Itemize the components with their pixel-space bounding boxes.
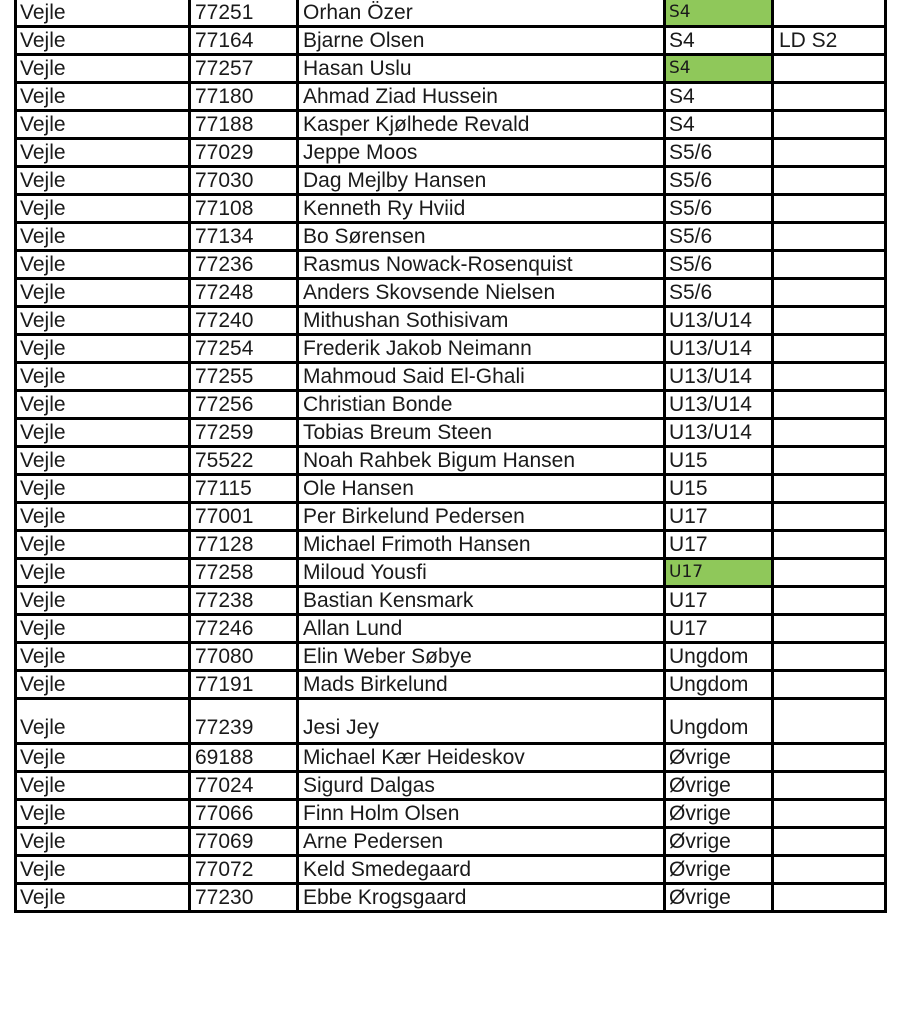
member-id-cell: 77240 xyxy=(190,307,298,335)
member-id-cell: 77108 xyxy=(190,195,298,223)
table-row xyxy=(16,587,886,615)
category-cell: U13/U14 xyxy=(665,363,773,391)
category-cell: U15 xyxy=(665,447,773,475)
player-name-cell: Kenneth Ry Hviid xyxy=(298,195,665,223)
player-name-cell: Tobias Breum Steen xyxy=(298,419,665,447)
table-row xyxy=(16,447,886,475)
player-name-cell: Noah Rahbek Bigum Hansen xyxy=(298,447,665,475)
table-row xyxy=(16,671,886,699)
category-cell: Øvrige xyxy=(665,828,773,856)
category-cell: S4 xyxy=(665,55,773,83)
table-row xyxy=(16,744,886,772)
note-cell xyxy=(773,279,886,307)
category-cell: U13/U14 xyxy=(665,307,773,335)
member-id-cell: 77238 xyxy=(190,587,298,615)
table-row xyxy=(16,307,886,335)
table-row xyxy=(16,419,886,447)
table-row xyxy=(16,0,886,27)
note-cell: LD S2 xyxy=(773,27,886,55)
club-cell: Vejle xyxy=(16,744,190,772)
club-cell: Vejle xyxy=(16,83,190,111)
table-row xyxy=(16,559,886,587)
club-cell: Vejle xyxy=(16,531,190,559)
club-cell: Vejle xyxy=(16,307,190,335)
category-cell: Øvrige xyxy=(665,856,773,884)
member-id-cell: 77254 xyxy=(190,335,298,363)
player-name-cell: Miloud Yousfi xyxy=(298,559,665,587)
club-cell: Vejle xyxy=(16,363,190,391)
category-cell: S5/6 xyxy=(665,223,773,251)
club-cell: Vejle xyxy=(16,884,190,912)
table-row xyxy=(16,391,886,419)
player-name-cell: Mithushan Sothisivam xyxy=(298,307,665,335)
member-id-cell: 77257 xyxy=(190,55,298,83)
category-cell: U17 xyxy=(665,503,773,531)
member-id-cell: 77259 xyxy=(190,419,298,447)
club-cell: Vejle xyxy=(16,335,190,363)
table-row xyxy=(16,139,886,167)
note-cell xyxy=(773,699,886,744)
member-id-cell: 77188 xyxy=(190,111,298,139)
member-id-cell: 77230 xyxy=(190,884,298,912)
member-id-cell: 77258 xyxy=(190,559,298,587)
club-cell: Vejle xyxy=(16,279,190,307)
member-id-cell: 77069 xyxy=(190,828,298,856)
category-cell: S4 xyxy=(665,111,773,139)
club-cell: Vejle xyxy=(16,828,190,856)
table-row xyxy=(16,884,886,912)
table-row xyxy=(16,111,886,139)
player-name-cell: Sigurd Dalgas xyxy=(298,772,665,800)
club-cell: Vejle xyxy=(16,856,190,884)
member-id-cell: 69188 xyxy=(190,744,298,772)
club-cell: Vejle xyxy=(16,223,190,251)
table-row xyxy=(16,615,886,643)
table-row xyxy=(16,83,886,111)
club-cell: Vejle xyxy=(16,503,190,531)
category-cell: U13/U14 xyxy=(665,335,773,363)
player-name-cell: Ole Hansen xyxy=(298,475,665,503)
player-name-cell: Per Birkelund Pedersen xyxy=(298,503,665,531)
note-cell xyxy=(773,772,886,800)
note-cell xyxy=(773,447,886,475)
member-id-cell: 77239 xyxy=(190,699,298,744)
category-cell: Ungdom xyxy=(665,643,773,671)
player-name-cell: Mads Birkelund xyxy=(298,671,665,699)
table-row xyxy=(16,828,886,856)
note-cell xyxy=(773,363,886,391)
club-cell: Vejle xyxy=(16,559,190,587)
club-cell: Vejle xyxy=(16,391,190,419)
table-row xyxy=(16,363,886,391)
player-name-cell: Michael Frimoth Hansen xyxy=(298,531,665,559)
table-row xyxy=(16,643,886,671)
table-row xyxy=(16,251,886,279)
category-cell: Ungdom xyxy=(665,699,773,744)
player-name-cell: Keld Smedegaard xyxy=(298,856,665,884)
member-id-cell: 77115 xyxy=(190,475,298,503)
table-row xyxy=(16,772,886,800)
club-cell: Vejle xyxy=(16,615,190,643)
category-cell: Øvrige xyxy=(665,772,773,800)
note-cell xyxy=(773,0,886,27)
player-name-cell: Frederik Jakob Neimann xyxy=(298,335,665,363)
note-cell xyxy=(773,475,886,503)
table-row xyxy=(16,699,886,744)
club-cell: Vejle xyxy=(16,772,190,800)
note-cell xyxy=(773,503,886,531)
club-cell: Vejle xyxy=(16,419,190,447)
member-id-cell: 77030 xyxy=(190,167,298,195)
member-id-cell: 77128 xyxy=(190,531,298,559)
roster-table xyxy=(14,0,887,913)
category-cell: S5/6 xyxy=(665,167,773,195)
club-cell: Vejle xyxy=(16,251,190,279)
player-name-cell: Ahmad Ziad Hussein xyxy=(298,83,665,111)
player-name-cell: Anders Skovsende Nielsen xyxy=(298,279,665,307)
table-row xyxy=(16,800,886,828)
category-cell: U17 xyxy=(665,615,773,643)
table-row xyxy=(16,167,886,195)
player-name-cell: Christian Bonde xyxy=(298,391,665,419)
note-cell xyxy=(773,223,886,251)
note-cell xyxy=(773,139,886,167)
table-row xyxy=(16,55,886,83)
note-cell xyxy=(773,856,886,884)
member-id-cell: 77024 xyxy=(190,772,298,800)
category-cell: U15 xyxy=(665,475,773,503)
note-cell xyxy=(773,800,886,828)
player-name-cell: Jesi Jey xyxy=(298,699,665,744)
player-name-cell: Orhan Özer xyxy=(298,0,665,27)
player-name-cell: Bjarne Olsen xyxy=(298,27,665,55)
club-cell: Vejle xyxy=(16,699,190,744)
club-cell: Vejle xyxy=(16,671,190,699)
member-id-cell: 77029 xyxy=(190,139,298,167)
note-cell xyxy=(773,419,886,447)
member-id-cell: 77251 xyxy=(190,0,298,27)
player-name-cell: Allan Lund xyxy=(298,615,665,643)
member-id-cell: 77255 xyxy=(190,363,298,391)
table-row xyxy=(16,856,886,884)
club-cell: Vejle xyxy=(16,800,190,828)
category-cell: Øvrige xyxy=(665,744,773,772)
table-row xyxy=(16,195,886,223)
member-id-cell: 77236 xyxy=(190,251,298,279)
table-row xyxy=(16,475,886,503)
category-cell: S5/6 xyxy=(665,195,773,223)
category-cell: S5/6 xyxy=(665,251,773,279)
member-id-cell: 77164 xyxy=(190,27,298,55)
player-name-cell: Mahmoud Said El-Ghali xyxy=(298,363,665,391)
note-cell xyxy=(773,167,886,195)
note-cell xyxy=(773,531,886,559)
player-name-cell: Hasan Uslu xyxy=(298,55,665,83)
category-cell: U13/U14 xyxy=(665,391,773,419)
club-cell: Vejle xyxy=(16,111,190,139)
category-cell: Øvrige xyxy=(665,884,773,912)
category-cell: S4 xyxy=(665,27,773,55)
club-cell: Vejle xyxy=(16,55,190,83)
player-name-cell: Rasmus Nowack-Rosenquist xyxy=(298,251,665,279)
player-name-cell: Ebbe Krogsgaard xyxy=(298,884,665,912)
note-cell xyxy=(773,643,886,671)
member-id-cell: 77001 xyxy=(190,503,298,531)
category-cell: U17 xyxy=(665,559,773,587)
note-cell xyxy=(773,559,886,587)
player-name-cell: Bo Sørensen xyxy=(298,223,665,251)
member-id-cell: 77134 xyxy=(190,223,298,251)
member-id-cell: 77180 xyxy=(190,83,298,111)
category-cell: S4 xyxy=(665,0,773,27)
note-cell xyxy=(773,335,886,363)
roster-body xyxy=(16,0,886,912)
player-name-cell: Bastian Kensmark xyxy=(298,587,665,615)
member-id-cell: 75522 xyxy=(190,447,298,475)
member-id-cell: 77066 xyxy=(190,800,298,828)
note-cell xyxy=(773,884,886,912)
club-cell: Vejle xyxy=(16,643,190,671)
club-cell: Vejle xyxy=(16,587,190,615)
category-cell: U17 xyxy=(665,531,773,559)
table-row xyxy=(16,223,886,251)
table-row xyxy=(16,503,886,531)
note-cell xyxy=(773,195,886,223)
table-row xyxy=(16,531,886,559)
category-cell: Ungdom xyxy=(665,671,773,699)
member-id-cell: 77191 xyxy=(190,671,298,699)
club-cell: Vejle xyxy=(16,195,190,223)
member-id-cell: 77256 xyxy=(190,391,298,419)
note-cell xyxy=(773,251,886,279)
category-cell: Øvrige xyxy=(665,800,773,828)
member-id-cell: 77072 xyxy=(190,856,298,884)
note-cell xyxy=(773,111,886,139)
note-cell xyxy=(773,744,886,772)
note-cell xyxy=(773,671,886,699)
note-cell xyxy=(773,587,886,615)
table-row xyxy=(16,279,886,307)
member-id-cell: 77246 xyxy=(190,615,298,643)
player-name-cell: Kasper Kjølhede Revald xyxy=(298,111,665,139)
player-name-cell: Elin Weber Søbye xyxy=(298,643,665,671)
member-id-cell: 77248 xyxy=(190,279,298,307)
note-cell xyxy=(773,828,886,856)
player-name-cell: Michael Kær Heideskov xyxy=(298,744,665,772)
club-cell: Vejle xyxy=(16,167,190,195)
note-cell xyxy=(773,615,886,643)
category-cell: S5/6 xyxy=(665,279,773,307)
category-cell: U17 xyxy=(665,587,773,615)
player-name-cell: Jeppe Moos xyxy=(298,139,665,167)
note-cell xyxy=(773,391,886,419)
player-name-cell: Finn Holm Olsen xyxy=(298,800,665,828)
table-row xyxy=(16,335,886,363)
category-cell: S5/6 xyxy=(665,139,773,167)
note-cell xyxy=(773,55,886,83)
category-cell: U13/U14 xyxy=(665,419,773,447)
club-cell: Vejle xyxy=(16,0,190,27)
member-id-cell: 77080 xyxy=(190,643,298,671)
club-cell: Vejle xyxy=(16,447,190,475)
player-name-cell: Arne Pedersen xyxy=(298,828,665,856)
player-name-cell: Dag Mejlby Hansen xyxy=(298,167,665,195)
note-cell xyxy=(773,83,886,111)
category-cell: S4 xyxy=(665,83,773,111)
club-cell: Vejle xyxy=(16,27,190,55)
note-cell xyxy=(773,307,886,335)
table-row xyxy=(16,27,886,55)
club-cell: Vejle xyxy=(16,139,190,167)
club-cell: Vejle xyxy=(16,475,190,503)
